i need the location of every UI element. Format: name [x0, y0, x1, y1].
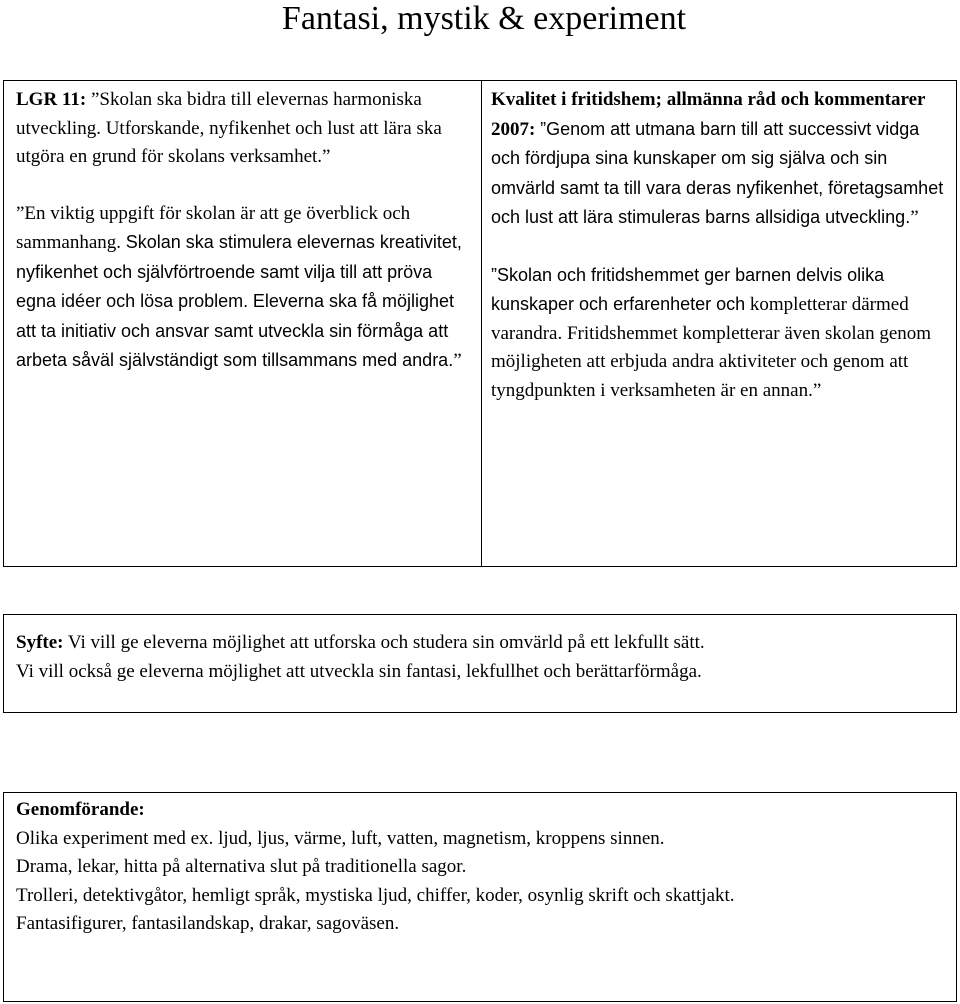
column-divider — [481, 81, 482, 566]
lgr-paragraph-2 — [16, 200, 471, 376]
lgr-quote-2-sans-a: Skolan ska stimulera elevernas kreativitet, nyfikenhet och självförtroende samt vilja till att pröva egna idéer och lösa problem. — [16, 232, 462, 311]
lgr-quote-2-end: ” — [453, 350, 462, 371]
genomforande-label — [16, 796, 946, 825]
genomforande-item: Drama, lekar, hitta på alternativa slut på traditionella sagor. — [16, 856, 467, 877]
lgr-paragraph-1 — [16, 86, 471, 172]
page-title: Fantasi, mystik & experiment — [281, 0, 687, 37]
lgr-quote-2-serif: ”En viktig uppgift för skolan är att ge överblick och sammanhang. — [16, 202, 411, 253]
kvalitet-quote-2-sans: ”Skolan och fritidshemmet ger barnen delvis olika kunskaper och erfarenheter och — [491, 264, 885, 314]
lgr-label: LGR 11: — [16, 89, 87, 110]
lgr-quote-cell — [16, 86, 471, 376]
kvalitet-label: Kvalitet i fritidshem; allmänna råd och kommentarer 2007: — [491, 89, 926, 140]
lgr-quote-2-sans-b: Eleverna ska få möjlighet att ta initiativ och ansvar samt utveckla sin förmåga att arbeta såväl självständigt som tillsammans med andra. — [16, 291, 455, 370]
genomforande-heading: Genomförande: — [16, 799, 145, 820]
syfte-line-1 — [16, 629, 946, 658]
genomforande-box — [3, 792, 957, 1002]
kvalitet-quote-1: ”Genom att utmana barn till att successivt vidga och fördjupa sina kunskaper om sig själva och sin omvärld samt ta till vara deras nyfikenhet, företagsamhet och lust att lära stimuleras barns allsidiga utveckling. — [491, 118, 944, 227]
lgr-quote-1: ”Skolan ska bidra till elevernas harmoniska utveckling. Utforskande, nyfikenhet och lust att lära ska utgöra en grund för skolans verksamhet.” — [16, 89, 442, 167]
kvalitet-quote-2-serif: kompletterar därmed varandra. Fritidshemmet kompletterar även skolan genom möjligheten att erbjuda andra aktiviteter och genom att tyngdpunkten i verksamheten är en annan. — [491, 294, 932, 401]
syfte-text-1: Vi vill ge eleverna möjlighet att utforska och studera sin omvärld på ett lekfullt sätt. — [63, 632, 705, 653]
genomforande-item: Trolleri, detektivgåtor, hemligt språk, mystiska ljud, chiffer, koder, osynlig skrift och skattjakt. — [16, 884, 735, 906]
kvalitet-paragraph-2 — [491, 261, 946, 406]
kvalitet-quote-2-end: ” — [812, 379, 822, 401]
genomforande-item: Olika experiment med ex. ljud, ljus, värme, luft, vatten, magnetism, kroppens sinnen. — [16, 827, 665, 849]
kvalitet-quote-1-end: ” — [910, 207, 919, 228]
kvalitet-paragraph-1 — [491, 86, 946, 233]
syfte-label: Syfte: — [16, 632, 64, 653]
syfte-line-2: Vi vill också ge eleverna möjlighet att utveckla sin fantasi, lekfullhet och berättarförmåga. — [16, 660, 702, 682]
quotes-table — [3, 80, 957, 567]
syfte-box — [3, 614, 957, 713]
genomforande-item: Fantasifigurer, fantasilandskap, drakar, sagoväsen. — [16, 913, 400, 934]
kvalitet-quote-cell — [491, 86, 946, 405]
